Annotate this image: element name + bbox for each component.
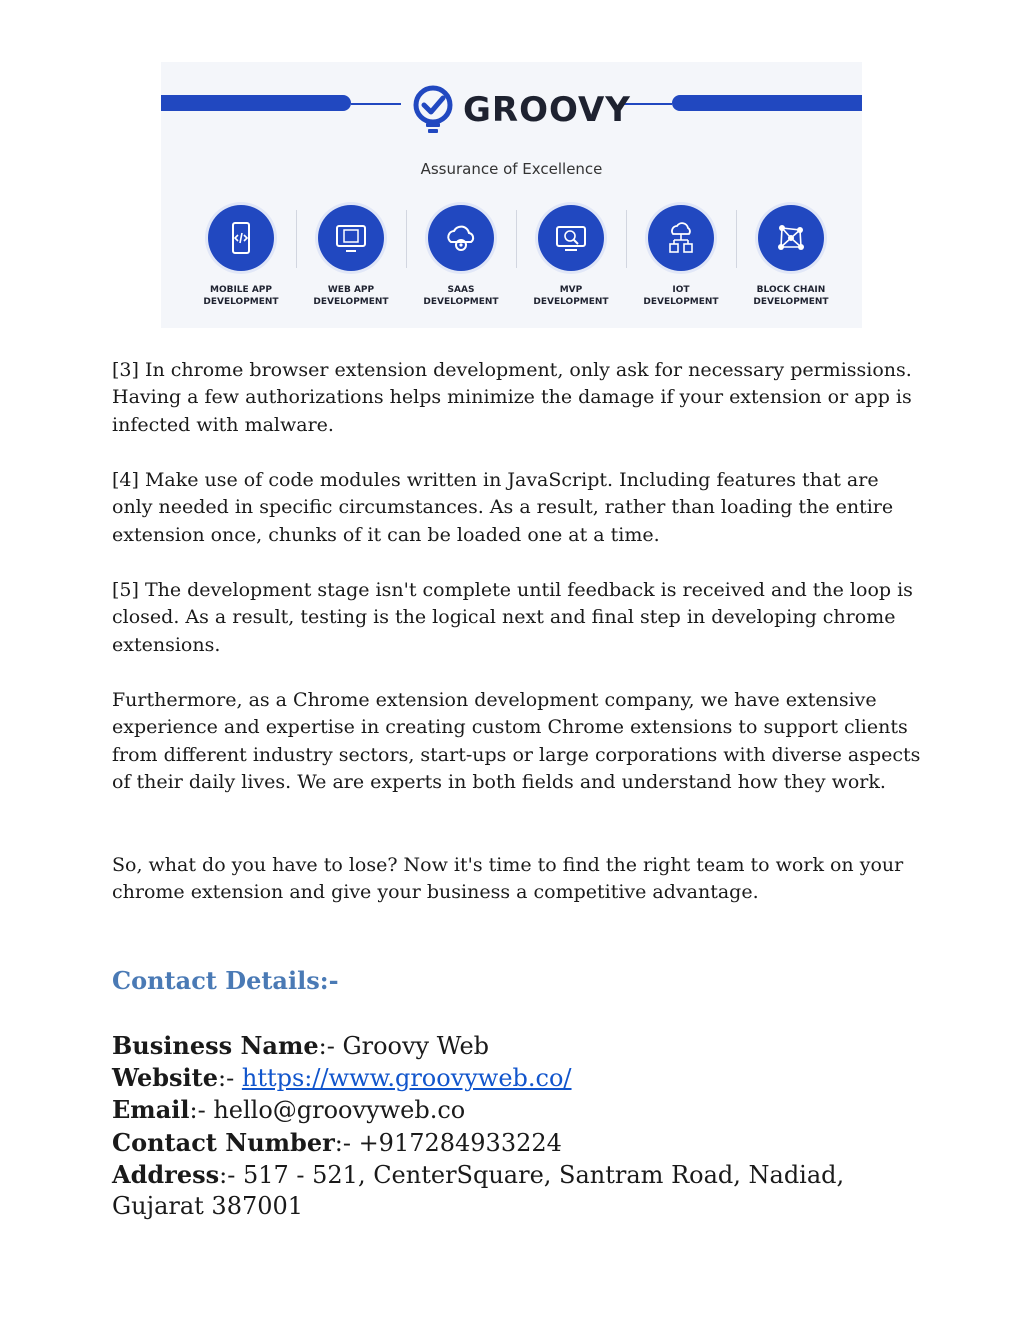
banner-stripe-left (161, 95, 351, 111)
cloud-gear-icon (428, 205, 494, 271)
paragraph-company-expertise: Furthermore, as a Chrome extension development company, we have extensive experience and expertise in creating custom Chrome extensions to support clients from different industry sectors, start-ups or large corporations with diverse aspects of their daily lives. We are experts in both fields and understand how they work. (112, 689, 921, 794)
service-label: IOT DEVELOPMENT (643, 285, 719, 307)
service-label: WEB APP DEVELOPMENT (313, 285, 389, 307)
mobile-code-icon (208, 205, 274, 271)
address-value: 517 - 521, CenterSquare, Santram Road, Nadiad, Gujarat 387001 (112, 1160, 845, 1221)
contact-row-website (112, 1062, 912, 1094)
banner-stripe-right (672, 95, 862, 111)
contact-heading: Contact Details:- (112, 966, 339, 995)
paragraph-tip-5: [5] The development stage isn't complete until feedback is received and the loop is closed. As a result, testing is the logical next and final step in developing chrome extensions. (112, 579, 913, 656)
groovy-banner-image (161, 62, 862, 328)
phone-label: Contact Number (112, 1127, 335, 1157)
business-name-label: Business Name (112, 1031, 319, 1060)
logo-wordmark: GROOVY (463, 90, 631, 130)
separator: :- (189, 1096, 214, 1125)
address-label: Address (112, 1159, 220, 1189)
service-label: SAAS DEVELOPMENT (423, 285, 499, 307)
services-row (186, 205, 846, 315)
separator: :- (218, 1064, 242, 1093)
contact-row-business-name (112, 1030, 912, 1062)
blockchain-network-icon (758, 205, 824, 271)
phone-value: +917284933224 (358, 1128, 562, 1157)
banner-line-left (351, 103, 401, 105)
iot-cloud-devices-icon (648, 205, 714, 271)
contact-row-address (112, 1159, 912, 1222)
website-link[interactable]: https://www.groovyweb.co/ (241, 1064, 572, 1093)
bulb-check-icon (411, 85, 455, 135)
contact-details (112, 1030, 912, 1222)
web-app-icon (318, 205, 384, 271)
mvp-monitor-icon (538, 205, 604, 271)
banner-tagline: Assurance of Excellence (420, 160, 603, 178)
service-mobile-app (186, 205, 296, 315)
service-label: BLOCK CHAIN DEVELOPMENT (753, 285, 829, 307)
service-saas (406, 205, 516, 315)
website-label: Website (112, 1063, 219, 1093)
contact-row-phone (112, 1127, 912, 1159)
contact-row-email (112, 1094, 912, 1126)
separator: :- (318, 1032, 343, 1060)
service-blockchain (736, 205, 846, 315)
email-label: Email (112, 1095, 190, 1125)
groovy-logo (411, 82, 631, 138)
paragraph-tip-3: [3] In chrome browser extension development, only ask for necessary permissions. Having a few authorizations helps minimize the damage if your extension or app is infected with malware. (112, 359, 912, 436)
service-label: MOBILE APP DEVELOPMENT (203, 285, 279, 307)
separator: :- (219, 1160, 243, 1189)
service-web-app (296, 205, 406, 315)
paragraph-tip-4: [4] Make use of code modules written in JavaScript. Including features that are only needed in specific circumstances. As a result, rather than loading the entire extension once, chunks of it can be loaded one at a time. (112, 469, 894, 546)
service-mvp (516, 205, 626, 315)
paragraph-closing: So, what do you have to lose? Now it's time to find the right team to work on your chrome extension and give your business a competitive advantage. (112, 854, 904, 904)
email-value: hello@groovyweb.co (213, 1096, 466, 1125)
business-name-value: Groovy Web (342, 1032, 490, 1060)
separator: :- (334, 1128, 359, 1157)
service-label: MVP DEVELOPMENT (533, 285, 609, 307)
service-iot (626, 205, 736, 315)
